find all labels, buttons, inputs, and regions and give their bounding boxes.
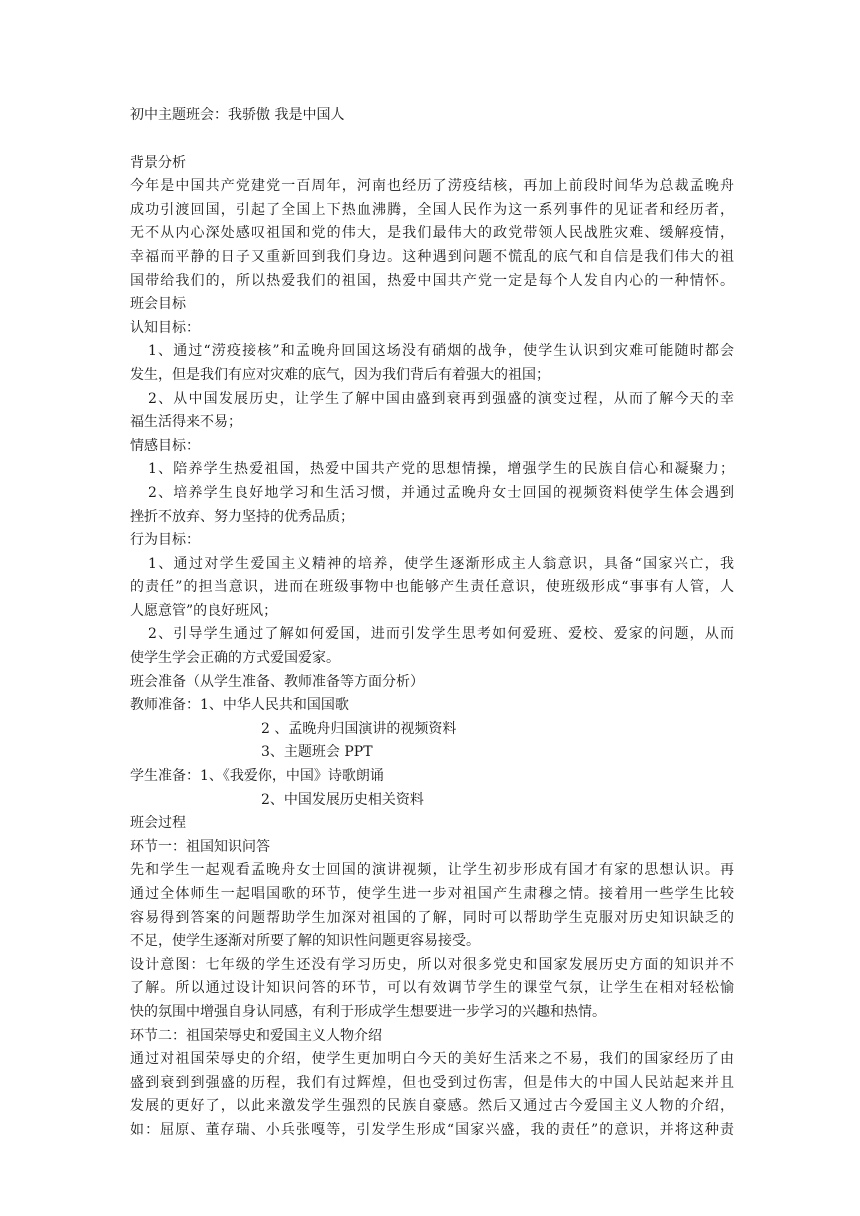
cognitive-line: 1、通过“涝疫接核”和孟晚舟回国这场没有硝烟的战争，使学生认识到灾难可能随时都会 bbox=[148, 343, 734, 360]
behavior-line: 的责任”的担当意识，进而在班级事物中也能够产生责任意识，使班级形成“事事有人管，人 bbox=[130, 579, 734, 596]
background-line: 无不从内心深处感叹祖国和党的伟大，是我们最伟大的政党带领人民战胜灾难、缓解疫情， bbox=[130, 225, 734, 242]
background-line: 幸福而平静的日子又重新回到我们身边。这种遇到问题不慌乱的底气和自信是我们伟大的祖 bbox=[130, 248, 734, 265]
spacer bbox=[130, 128, 734, 152]
teacher-prep-item: 3、主题班会 PPT bbox=[261, 744, 373, 761]
emotion-line: 挫折不放弃、努力坚持的优秀品质； bbox=[130, 508, 354, 525]
cognitive-line: 发生，但是我们有应对灾难的底气，因为我们背后有着强大的祖国； bbox=[130, 366, 550, 383]
step1-heading: 环节一：祖国知识问答 bbox=[130, 838, 270, 855]
background-line: 国带给我们的，所以热爱我们的祖国，热爱中国共产党一定是每个人发自内心的一种情怀。 bbox=[130, 272, 734, 289]
background-heading: 背景分析 bbox=[130, 154, 186, 171]
teacher-prep-item: 教师准备：1、中华人民共和国国歌 bbox=[130, 697, 349, 714]
document-title: 初中主题班会：我骄傲 我是中国人 bbox=[130, 107, 345, 123]
behavior-line: 使学生学会正确的方式爱国爱家。 bbox=[130, 650, 340, 667]
emotion-line: 1、陪养学生热爱祖国，热爱中国共产党的思想情操，增强学生的民族自信心和凝聚力； bbox=[148, 461, 734, 478]
design-line: 了解。所以通过设计知识问答的环节，可以有效调节学生的课堂气氛，让学生在相对轻松愉 bbox=[130, 980, 734, 997]
step1-line: 不足，使学生逐渐对所要了解的知识性问题更容易接受。 bbox=[130, 933, 480, 950]
cognitive-line: 福生活得来不易； bbox=[130, 414, 242, 431]
behavior-line: 2、引导学生通过了解如何爱国，进而引发学生思考如何爱班、爱校、爱家的问题，从而 bbox=[148, 626, 734, 643]
step1-line: 先和学生一起观看孟晚舟女士回国的演讲视频，让学生初步形成有国才有家的思想认识。再 bbox=[130, 862, 734, 879]
student-prep-item: 2、中国发展历史相关资料 bbox=[261, 791, 424, 808]
document-page bbox=[130, 104, 734, 1143]
step2-line: 盛到衰到到强盛的历程，我们有过辉煌，但也受到过伤害，但是伟大的中国人民站起来并且 bbox=[130, 1074, 734, 1091]
cognitive-line: 2、从中国发展历史，让学生了解中国由盛到衰再到强盛的演变过程，从而了解今天的幸 bbox=[148, 390, 734, 407]
background-line: 今年是中国共产党建党一百周年，河南也经历了涝疫结核，再加上前段时间华为总裁孟晚舟 bbox=[130, 178, 734, 195]
teacher-prep-item: 2 、孟晚舟归国演讲的视频资料 bbox=[261, 720, 457, 737]
behavior-line: 人愿意管”的良好班风； bbox=[130, 602, 278, 619]
background-line: 成功引渡回国，引起了全国上下热血沸腾，全国人民作为这一系列事件的见证者和经历者， bbox=[130, 201, 734, 218]
step1-line: 通过全体师生一起唱国歌的环节，使学生进一步对祖国产生肃穆之情。接着用一些学生比较 bbox=[130, 886, 734, 902]
behavior-heading: 行为目标： bbox=[130, 532, 200, 549]
design-line: 设计意图：七年级的学生还没有学习历史，所以对很多党史和国家发展历史方面的知识并不 bbox=[130, 956, 734, 973]
cognitive-heading: 认知目标： bbox=[130, 319, 200, 336]
behavior-line: 1、通过对学生爱国主义精神的培养，使学生逐渐形成主人翁意识，具备“国家兴亡，我 bbox=[148, 555, 734, 572]
goals-heading: 班会目标 bbox=[130, 296, 186, 313]
step1-line: 容易得到答案的问题帮助学生加深对祖国的了解，同时可以帮助学生克服对历史知识缺乏的 bbox=[130, 909, 734, 926]
student-prep-item: 学生准备：1、《我爱你，中国》诗歌朗诵 bbox=[130, 768, 384, 785]
step2-line: 如：屈原、董存瑞、小兵张嘎等，引发学生形成“国家兴盛，我的责任”的意识，并将这种责 bbox=[130, 1121, 734, 1138]
design-line: 快的氛围中增强自身认同感，有利于形成学生想要进一步学习的兴趣和热情。 bbox=[130, 1003, 606, 1020]
prep-heading: 班会准备（从学生准备、教师准备等方面分析） bbox=[130, 673, 424, 690]
step2-heading: 环节二：祖国荣辱史和爱国主义人物介绍 bbox=[130, 1027, 382, 1044]
step2-line: 通过对祖国荣辱史的介绍，使学生更加明白今天的美好生活来之不易，我们的国家经历了由 bbox=[130, 1051, 734, 1068]
emotion-heading: 情感目标： bbox=[130, 437, 200, 454]
emotion-line: 2、培养学生良好地学习和生活习惯，并通过孟晚舟女士回国的视频资料使学生体会遇到 bbox=[148, 484, 734, 501]
step2-line: 发展的更好了，以此来激发学生强烈的民族自豪感。然后又通过古今爱国主义人物的介绍， bbox=[130, 1098, 734, 1115]
process-heading: 班会过程 bbox=[130, 815, 186, 832]
